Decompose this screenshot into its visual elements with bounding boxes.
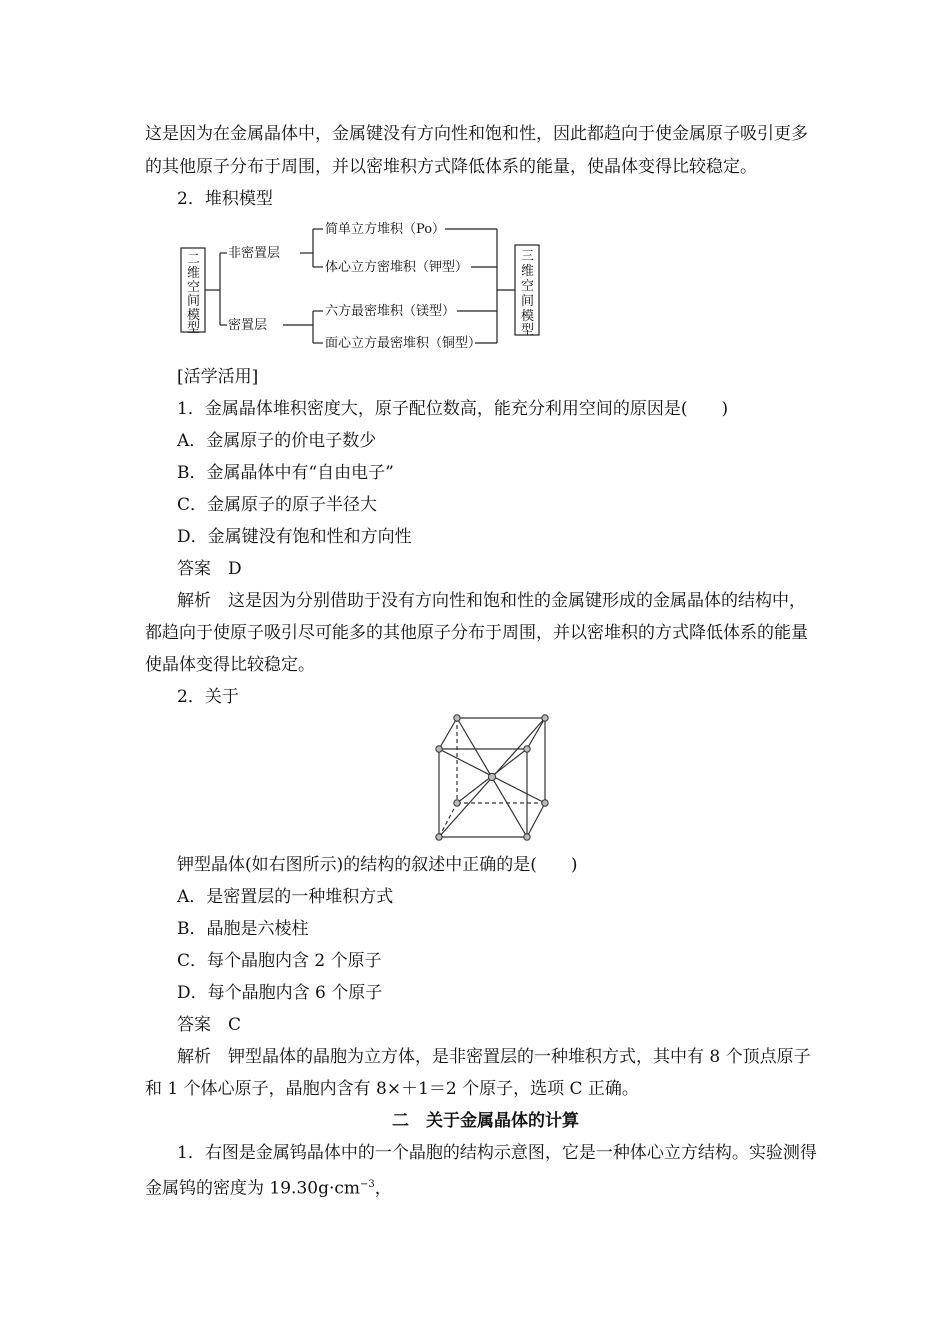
leaf-body-centered-cubic: 体心立方密堆积（钾型）	[325, 260, 469, 275]
practice-label: [活学活用]	[177, 367, 259, 387]
section-heading-metal-crystal-calculation: 二 关于金属晶体的计算	[392, 1111, 579, 1131]
q2-answer: 答案 C	[177, 1015, 242, 1035]
q2-stem: 钾型晶体(如右图所示)的结构的叙述中正确的是( )	[177, 855, 578, 875]
right-box-char-1: 维	[521, 264, 535, 279]
q1-answer: 答案 D	[177, 559, 242, 579]
left-box-char-0: 二	[187, 252, 201, 267]
q1-option-b: B．金属晶体中有“自由电子”	[177, 463, 394, 483]
left-box-char-3: 间	[187, 294, 201, 309]
left-box-char-4: 模	[187, 308, 201, 323]
right-box-char-3: 间	[521, 294, 535, 309]
q2-analysis-line-1: 解析 钾型晶体的晶胞为立方体，是非密置层的一种堆积方式，其中有 8 个顶点原子	[177, 1047, 811, 1067]
q2-option-d: D．每个晶胞内含 6 个原子	[177, 983, 383, 1003]
q2-option-b: B．晶胞是六棱柱	[177, 919, 309, 939]
q1-analysis-line-3: 使晶体变得比较稳定。	[145, 655, 315, 675]
q1-stem: 1．金属晶体堆积密度大，原子配位数高，能充分利用空间的原因是( )	[177, 399, 729, 419]
q2-option-a: A．是密置层的一种堆积方式	[177, 887, 394, 907]
leaf-face-centered-cubic: 面心立方最密堆积（铜型）	[325, 336, 482, 351]
q1-analysis-line-1: 解析 这是因为分别借助于没有方向性和饱和性的金属键形成的金属晶体的结构中，	[177, 591, 806, 611]
leaf-hexagonal-close-packed: 六方最密堆积（镁型）	[325, 304, 456, 319]
branch-label-close-packed: 密置层	[228, 318, 268, 333]
q3-density-text: 金属钨的密度为 19.30g·cm	[145, 1178, 360, 1199]
q2-analysis-line-2: 和 1 个体心原子，晶胞内含有 8×＋1＝2 个原子，选项 C 正确。	[145, 1079, 639, 1099]
q3-density-exponent: −3	[360, 1179, 375, 1190]
right-box-char-4: 模	[521, 309, 535, 324]
q2-intro: 2．关于	[177, 687, 239, 707]
q1-option-a: A．金属原子的价电子数少	[177, 431, 377, 451]
intro-line-1: 这是因为在金属晶体中，金属键没有方向性和饱和性，因此都趋向于使金属原子吸引更多	[145, 124, 808, 144]
left-box-char-5: 型	[187, 321, 201, 336]
q2-option-c: C．每个晶胞内含 2 个原子	[177, 951, 382, 971]
q3-line-1: 1．右图是金属钨晶体中的一个晶胞的结构示意图，它是一种体心立方结构。实验测得	[177, 1143, 817, 1163]
right-box-char-2: 空	[521, 279, 535, 294]
bcc-unit-cell-figure	[430, 710, 560, 845]
right-box-char-5: 型	[521, 323, 535, 338]
intro-line-2: 的其他原子分布于周围，并以密堆积方式降低体系的能量，使晶体变得比较稳定。	[145, 157, 757, 177]
branch-label-non-close-packed: 非密置层	[228, 246, 281, 261]
section-title-stacking-model: 2．堆积模型	[177, 189, 273, 209]
stacking-model-diagram	[175, 215, 545, 355]
q1-option-d: D．金属键没有饱和性和方向性	[177, 527, 412, 547]
left-box-char-2: 空	[187, 280, 201, 295]
leaf-simple-cubic: 简单立方堆积（Po）	[325, 222, 446, 237]
left-box-char-1: 维	[187, 266, 201, 281]
right-box-char-0: 三	[521, 249, 535, 264]
q1-analysis-line-2: 都趋向于使原子吸引尽可能多的其他原子分布于周围，并以密堆积的方式降低体系的能量	[145, 623, 808, 643]
q1-option-c: C．金属原子的原子半径大	[177, 495, 378, 515]
q3-line-2-suffix: ，	[374, 1178, 392, 1199]
q3-line-2	[145, 1174, 392, 1200]
